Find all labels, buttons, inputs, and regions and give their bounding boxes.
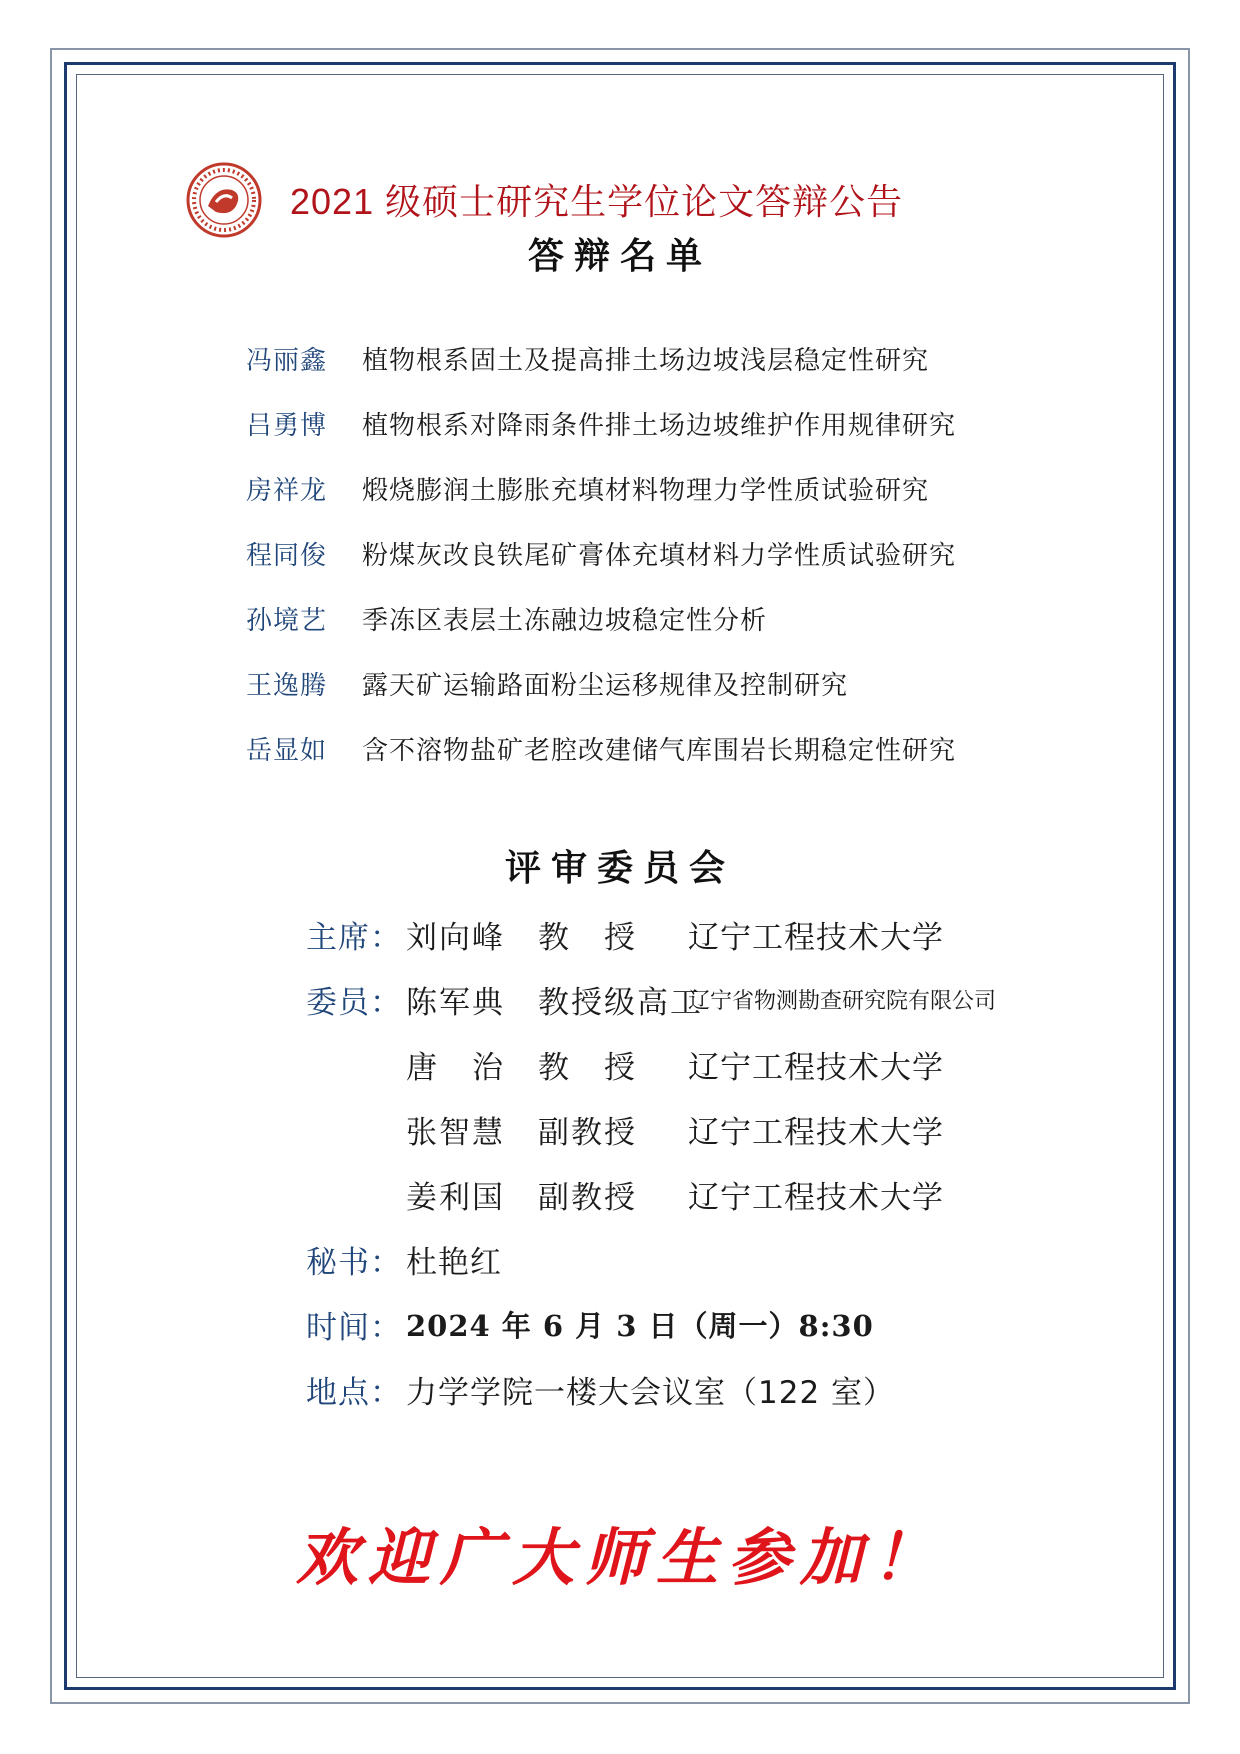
secretary-row — [306, 1227, 1156, 1292]
time-row — [306, 1292, 1156, 1357]
secretary-label: 秘书： — [306, 1245, 402, 1281]
student-name: 程同俊 — [246, 541, 328, 571]
time-label: 时间： — [306, 1310, 402, 1346]
member-name: 张智慧 — [406, 1115, 505, 1151]
member-name: 陈军典 — [406, 985, 505, 1021]
member-name: 姜利国 — [406, 1180, 505, 1216]
chair-label: 主席： — [306, 920, 402, 956]
member-row — [306, 1162, 1156, 1227]
member-org: 辽宁工程技术大学 — [688, 1050, 944, 1086]
secretary-name: 杜艳红 — [406, 1245, 502, 1281]
committee-list — [306, 902, 1156, 1422]
thesis-topic: 季冻区表层土冻融边坡稳定性分析 — [362, 606, 768, 636]
chair-row — [306, 902, 1156, 967]
member-label: 委员： — [306, 985, 402, 1021]
list-item — [246, 586, 1146, 651]
defense-list-heading: 答辩名单 — [527, 235, 712, 277]
member-title: 教 授 — [538, 1050, 637, 1086]
thesis-topic: 含不溶物盐矿老腔改建储气库围岩长期稳定性研究 — [362, 736, 957, 766]
student-name: 房祥龙 — [246, 476, 328, 506]
thesis-topic: 植物根系固土及提高排土场边坡浅层稳定性研究 — [362, 346, 930, 376]
list-item — [246, 456, 1146, 521]
member-org: 辽宁工程技术大学 — [688, 920, 944, 956]
list-item — [246, 651, 1146, 716]
defense-list — [246, 326, 1146, 781]
defense-place: 力学学院一楼大会议室（122 室） — [406, 1375, 896, 1411]
list-item — [246, 521, 1146, 586]
member-name: 唐 治 — [406, 1050, 505, 1086]
defense-time: 2024 年 6 月 3 日（周一）8:30 — [406, 1309, 874, 1343]
announcement-title: 2021 级硕士研究生学位论文答辩公告 — [290, 181, 904, 222]
student-name: 孙境艺 — [246, 606, 328, 636]
thesis-topic: 煅烧膨润土膨胀充填材料物理力学性质试验研究 — [362, 476, 930, 506]
student-name: 冯丽鑫 — [246, 346, 328, 376]
welcome-message: 欢迎广大师生参加！ — [295, 1521, 944, 1594]
list-item — [246, 326, 1146, 391]
member-org: 辽宁工程技术大学 — [688, 1180, 944, 1216]
student-name: 吕勇博 — [246, 411, 328, 441]
place-row — [306, 1357, 1156, 1422]
student-name: 岳显如 — [246, 736, 328, 766]
student-name: 王逸腾 — [246, 671, 328, 701]
list-item — [246, 716, 1146, 781]
member-row — [306, 1097, 1156, 1162]
member-title: 副教授 — [538, 1180, 637, 1216]
member-row — [306, 1032, 1156, 1097]
thesis-topic: 粉煤灰改良铁尾矿膏体充填材料力学性质试验研究 — [362, 541, 957, 571]
member-org: 辽宁省物测勘查研究院有限公司 — [688, 989, 997, 1014]
university-logo — [186, 162, 262, 238]
member-title: 教 授 — [538, 920, 637, 956]
member-org: 辽宁工程技术大学 — [688, 1115, 944, 1151]
thesis-topic: 植物根系对降雨条件排土场边坡维护作用规律研究 — [362, 411, 957, 441]
member-row — [306, 967, 1156, 1032]
committee-heading: 评审委员会 — [504, 847, 735, 889]
list-item — [246, 391, 1146, 456]
place-label: 地点： — [306, 1375, 402, 1411]
member-title: 教授级高工 — [538, 985, 703, 1021]
thesis-topic: 露天矿运输路面粉尘运移规律及控制研究 — [362, 671, 849, 701]
member-title: 副教授 — [538, 1115, 637, 1151]
member-name: 刘向峰 — [406, 920, 505, 956]
